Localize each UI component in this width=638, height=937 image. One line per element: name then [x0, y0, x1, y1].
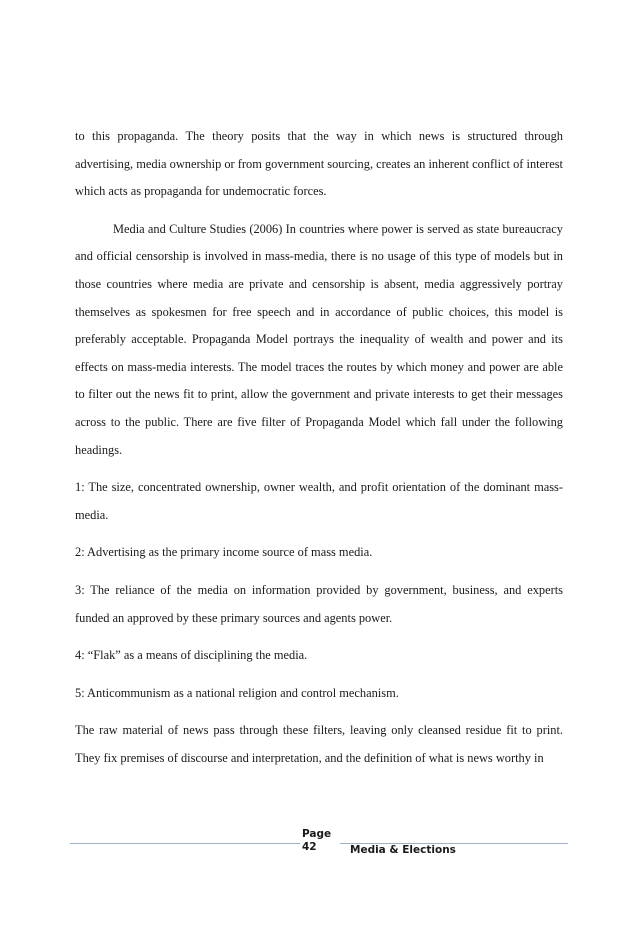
paragraph-raw-material: The raw material of news pass through these filters, leaving only cleansed residue fit to print. They fix premises of discourse and interpretation, and the definition of what is news worthy in — [75, 723, 563, 765]
footer-document-title: Media & Elections — [350, 844, 456, 856]
footer-page-label: Page — [302, 828, 332, 840]
footer-page-number — [302, 828, 331, 854]
filter-item-3: 3: The reliance of the media on information provided by government, business, and experts funded an approved by these primary sources and agents power. — [75, 582, 563, 625]
footer-rule-left — [70, 843, 300, 844]
footer-page-value: 42 — [302, 841, 317, 853]
filter-item-4: 4: “Flak” as a means of disciplining the media. — [75, 648, 308, 663]
filter-item-2: 2: Advertising as the primary income source of mass media. — [75, 545, 373, 560]
paragraph-media-culture-studies: Media and Culture Studies (2006) In countries where power is served as state bureaucracy and official censorship is involved in mass-media, there is no usage of this type of models but in those countries where media are private and censorship is absent, media aggressively portray themselves as spokesmen for free speech and in accordance of public choices, this model is preferably acceptable. Propaganda Model portrays the inequality of wealth and power and its effects on mass-media interests. The model traces the routes by which money and power are able to filter out the news fit to print, allow the government and private interests to get their messages across to the public. There are five filter of Propaganda Model which fall under the following headings. — [75, 221, 563, 457]
filter-item-5: 5: Anticommunism as a national religion and control mechanism. — [75, 685, 399, 700]
filter-item-1: 1: The size, concentrated ownership, owner wealth, and profit orientation of the dominant mass-media. — [75, 480, 563, 522]
paragraph-continuation: to this propaganda. The theory posits that the way in which news is structured through advertising, media ownership or from government sourcing, creates an inherent conflict of interest which acts as propaganda for undemocratic forces. — [75, 129, 563, 199]
body-text — [75, 123, 563, 782]
